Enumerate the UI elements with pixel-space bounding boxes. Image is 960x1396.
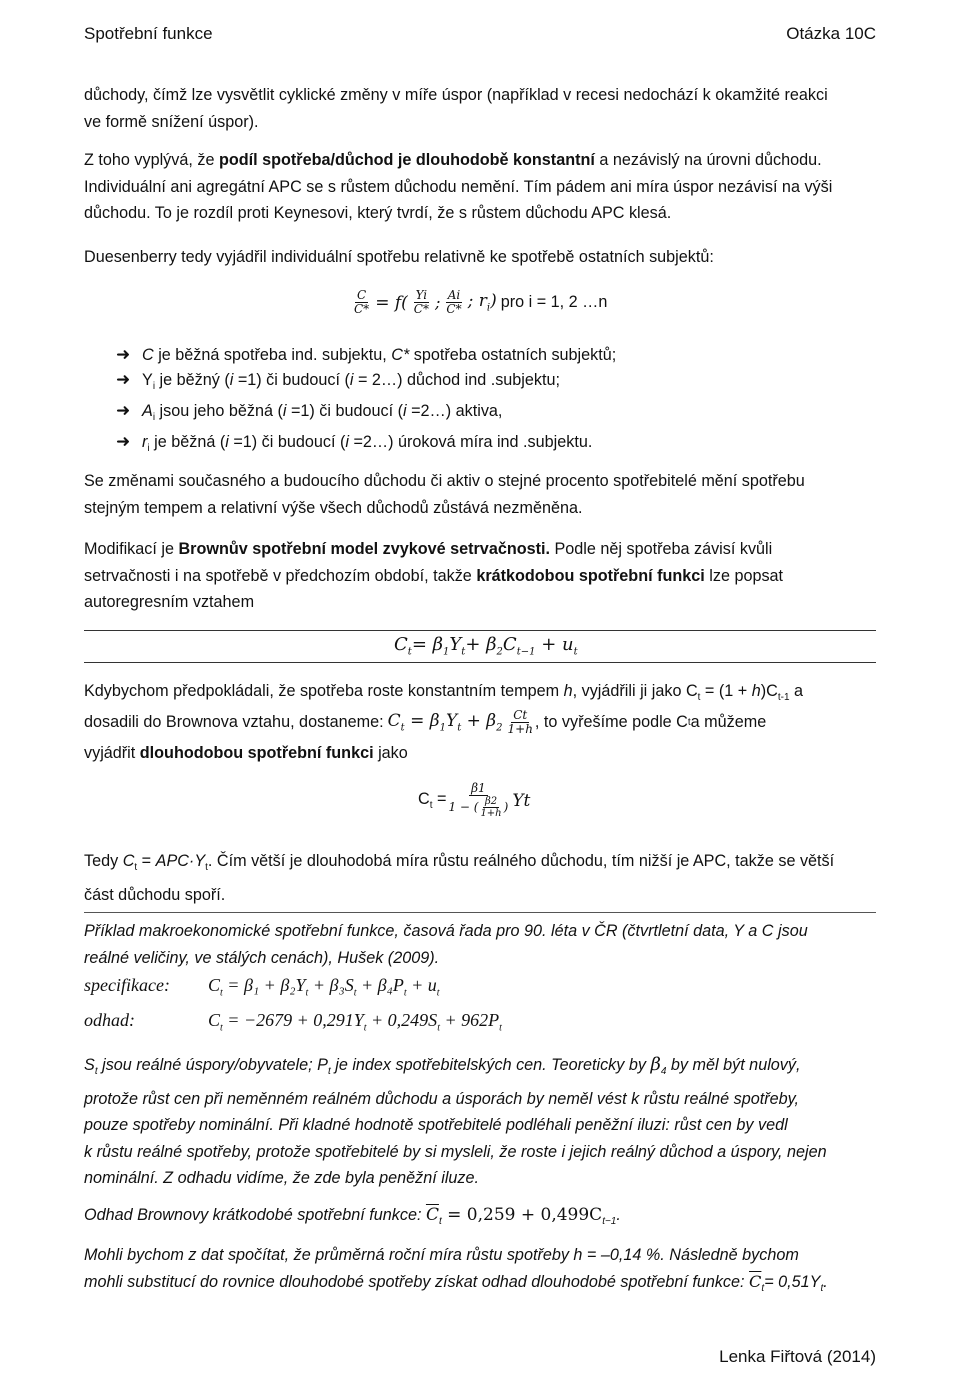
fraction: $\frac{Yi}{C*}$ [413,288,429,316]
fraction: $\frac{C}{C*}$ [354,288,370,316]
text-line: Individuální ani agregátní APC se s růstem důchodu nemění. Tím pádem ani míra úspor nezávisí na výši [84,177,833,196]
text-line: autoregresním vztahem [84,593,255,611]
fraction: $\frac{Ct}{1+h}$ [507,707,533,736]
text-line: stejným tempem a relativní výše všech důchodů zůstává nezměněna. [84,498,583,517]
paragraph-brown [84,536,876,616]
text-line: protože růst cen při neměnném reálném důchodu a úsporách by neměl vést k růstu reálné spotřeby, [84,1089,800,1108]
text-line: část důchodu spoří. [84,885,226,904]
arrow-right-icon: ➜ [116,432,131,453]
text-line: Příklad makroekonomické spotřební funkce, časová řada pro 90. léta v ČR (čtvrtletní data, Y a C jsou [84,922,808,940]
text-line: důchody, čímž lze vysvětlit cyklické změny v míře úspor (například v recesi nedochází k okamžité reakci [84,86,828,104]
text-line: Se změnami současného a budoucího důchodu či aktiv o stejné procento spotřebitelé mění spotřebu [84,472,805,490]
specification-line: specifikace: $C_t = \beta_1 + \beta_2Y_t + \beta_3S_t + \beta_4P_t + u_t$ [84,975,440,999]
divider-top [84,630,876,631]
text-line: Modifikací je Brownův spotřební model zvykové setrvačnosti. Podle něj spotřeba závisí kvůli [84,540,773,558]
text-line: Tedy $C_t = APC\cdot Y_t$. Čím větší je dlouhodobá míra růstu reálného důchodu, tím nižší je APC, takže se větší [84,852,835,874]
text-line: nominální. Z odhadu vidíme, že zde byla peněžní iluze. [84,1169,480,1188]
text-line: Mohli bychom z dat spočítat, že průměrná roční míra růstu spotřeby h = –0,14 %. Následně bychom [84,1246,799,1264]
list-item: ➜ $r_i$ je běžná (i =1) či budoucí (i =2…) úroková míra ind .subjektu. [116,432,593,455]
inline-formula: $C_t = \beta_1Y_t + \beta_2$ [387,710,503,734]
section-divider [84,912,876,913]
divider-bottom [84,662,876,663]
formula-long-run: $C_t$ = β1 1 − ( $\frac{\beta 2}{1+h}$ ) Yt [418,781,531,819]
text-line: Z toho vyplývá, že podíl spotřeba/důchod je dlouhodobě konstantní a nezávislý na úrovni důchodu. [84,151,822,169]
text-line: k růstu reálné spotřeby, protože spotřebitelé by si mysleli, že roste i jejich reálný důchod a úspory, nejen [84,1142,827,1161]
paragraph-brown-estimate: Odhad Brownovy krátkodobé spotřební funkce: $\overline{C}_t = 0,259 + 0,499C_{t-1}$. [84,1205,621,1228]
paragraph-interpretation [84,1052,876,1192]
text-line: vyjádřit dlouhodobou spotřební funkci jako [84,744,408,762]
bullet-list [116,343,616,462]
paragraph-apc-growth [84,848,876,908]
paragraph-duesenberry: Duesenberry tedy vyjádřil individuální spotřebu relativně ke spotřebě ostatních subjektů: [84,248,714,266]
paragraph-changes [84,468,876,521]
formula-brown: $C_t= \beta_1Y_t+ \beta_2C_{t-1} + u_t$ [394,634,578,658]
fraction: $\frac{Ai}{C*}$ [446,288,462,316]
text-line: pouze spotřeby nominální. Při kladné hodnotě spotřebitelé podléhali peněžní iluzi: růst cen by vedl [84,1116,788,1135]
list-item: ➜ C je běžná spotřeba ind. subjektu, C* spotřeba ostatních subjektů; [116,343,616,368]
text-line: ve formě snížení úspor). [84,112,259,131]
header-title: Spotřební funkce [84,24,213,43]
text-line: Kdybychom předpokládali, že spotřeba roste konstantním tempem h, vyjádřili ji jako $C_t = (1 + h)C_{t-1}$ a [84,682,804,704]
list-item: ➜ $Y_i$ je běžný (i =1) či budoucí (i = 2…) důchod ind .subjektu; [116,370,561,393]
text-line: mohli substitucí do rovnice dlouhodobé spotřeby získat odhad dlouhodobé spotřební funkce: $\overline{C}_t= 0,51Y_t$. [84,1271,828,1294]
paragraph-example [84,918,876,971]
estimate-line: odhad: $C_t = -2679 + 0,291Y_t + 0,249S_t + 962P_t$ [84,1009,502,1034]
paragraph-substitution [84,1242,876,1302]
paragraph-cyclic [84,82,876,135]
paragraph-apc [84,147,876,227]
list-item: ➜ $A_i$ jsou jeho běžná (i =1) či budoucí (i =2…) aktiva, [116,401,503,424]
text-line: setrvačnosti i na spotřebě v předchozím období, takže krátkodobou spotřební funkci lze popsat [84,566,784,585]
fraction: β1 1 − ( $\frac{\beta 2}{1+h}$ ) [448,781,509,819]
header-question: Otázka 10C [786,24,876,43]
text-line: reálné veličiny, ve stálých cenách), Hušek (2009). [84,948,440,967]
text-line: důchodu. To je rozdíl proti Keynesovi, který tvrdí, že s růstem důchodu APC klesá. [84,204,672,222]
arrow-right-icon: ➜ [116,345,131,365]
text-line: dosadili do Brownova vztahu, dostaneme: $C_t = \beta_1Y_t + \beta_2$ $\frac{Ct}{1+h}$ , to vyřešíme podle C t a můžeme [84,707,767,736]
example-equations [84,972,502,1041]
text-line: $S_t$ jsou reálné úspory/obyvatele; $P_t$ je index spotřebitelských cen. Teoreticky by $\beta_4$ by měl být nulový, [84,1054,801,1078]
arrow-right-icon: ➜ [116,370,131,390]
arrow-right-icon: ➜ [116,401,131,422]
formula-duesenberry: $\frac{C}{C*}$ = f( $\frac{Yi}{C*}$ ; $\frac{Ai}{C*}$ ; $r_i$) pro i = 1, 2 …n [354,288,608,316]
footer-author: Lenka Fiřtová (2014) [719,1347,876,1366]
